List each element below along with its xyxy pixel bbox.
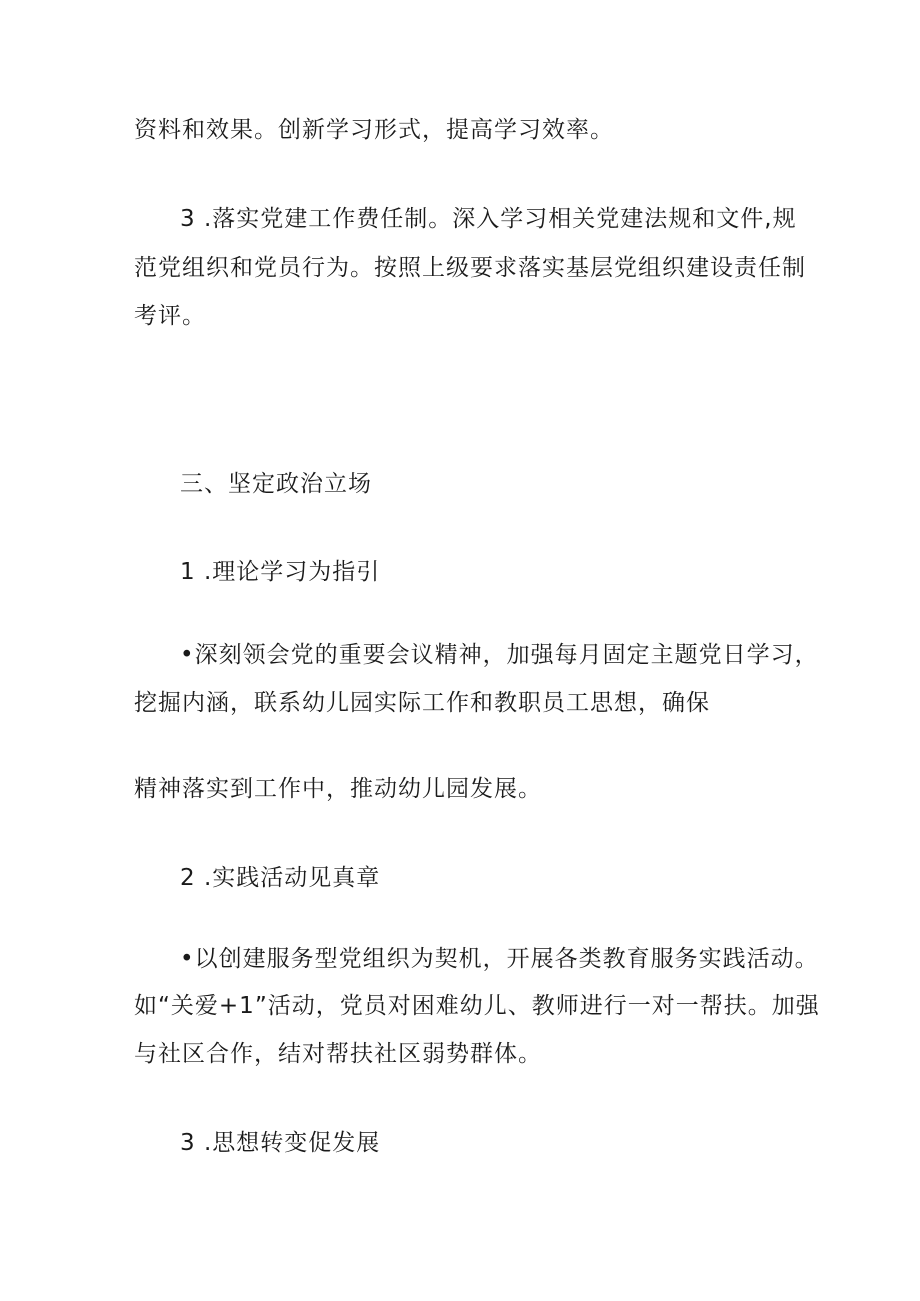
paragraph-line: 范党组织和党员行为。按照上级要求落实基层党组织建设责任制 bbox=[134, 255, 806, 281]
section-heading: 三、坚定政治立场 bbox=[180, 471, 372, 497]
subsection-heading: 1 .理论学习为指引 bbox=[180, 559, 381, 585]
bullet-line: •深刻领会党的重要会议精神，加强每月固定主题党日学习， bbox=[180, 642, 819, 668]
paragraph-line: 如“关爱+1”活动，党员对困难幼儿、教师进行一对一帮扶。加强 bbox=[134, 993, 820, 1019]
paragraph-line: 与社区合作，结对帮扶社区弱势群体。 bbox=[134, 1041, 542, 1067]
paragraph-line: 考评。 bbox=[134, 303, 206, 329]
subsection-heading: 3 .思想转变促发展 bbox=[180, 1130, 381, 1156]
item-heading-line: 3 .落实党建工作费任制。深入学习相关党建法规和文件,规 bbox=[180, 206, 797, 232]
subsection-heading: 2 .实践活动见真章 bbox=[180, 865, 381, 891]
paragraph-line: 资料和效果。创新学习形式，提高学习效率。 bbox=[134, 117, 614, 143]
paragraph-line: 挖掘内涵，联系幼儿园实际工作和教职员工思想，确保 bbox=[134, 690, 710, 716]
bullet-line: •以创建服务型党组织为契机，开展各类教育服务实践活动。 bbox=[180, 946, 819, 972]
paragraph-line: 精神落实到工作中，推动幼儿园发展。 bbox=[134, 776, 542, 802]
